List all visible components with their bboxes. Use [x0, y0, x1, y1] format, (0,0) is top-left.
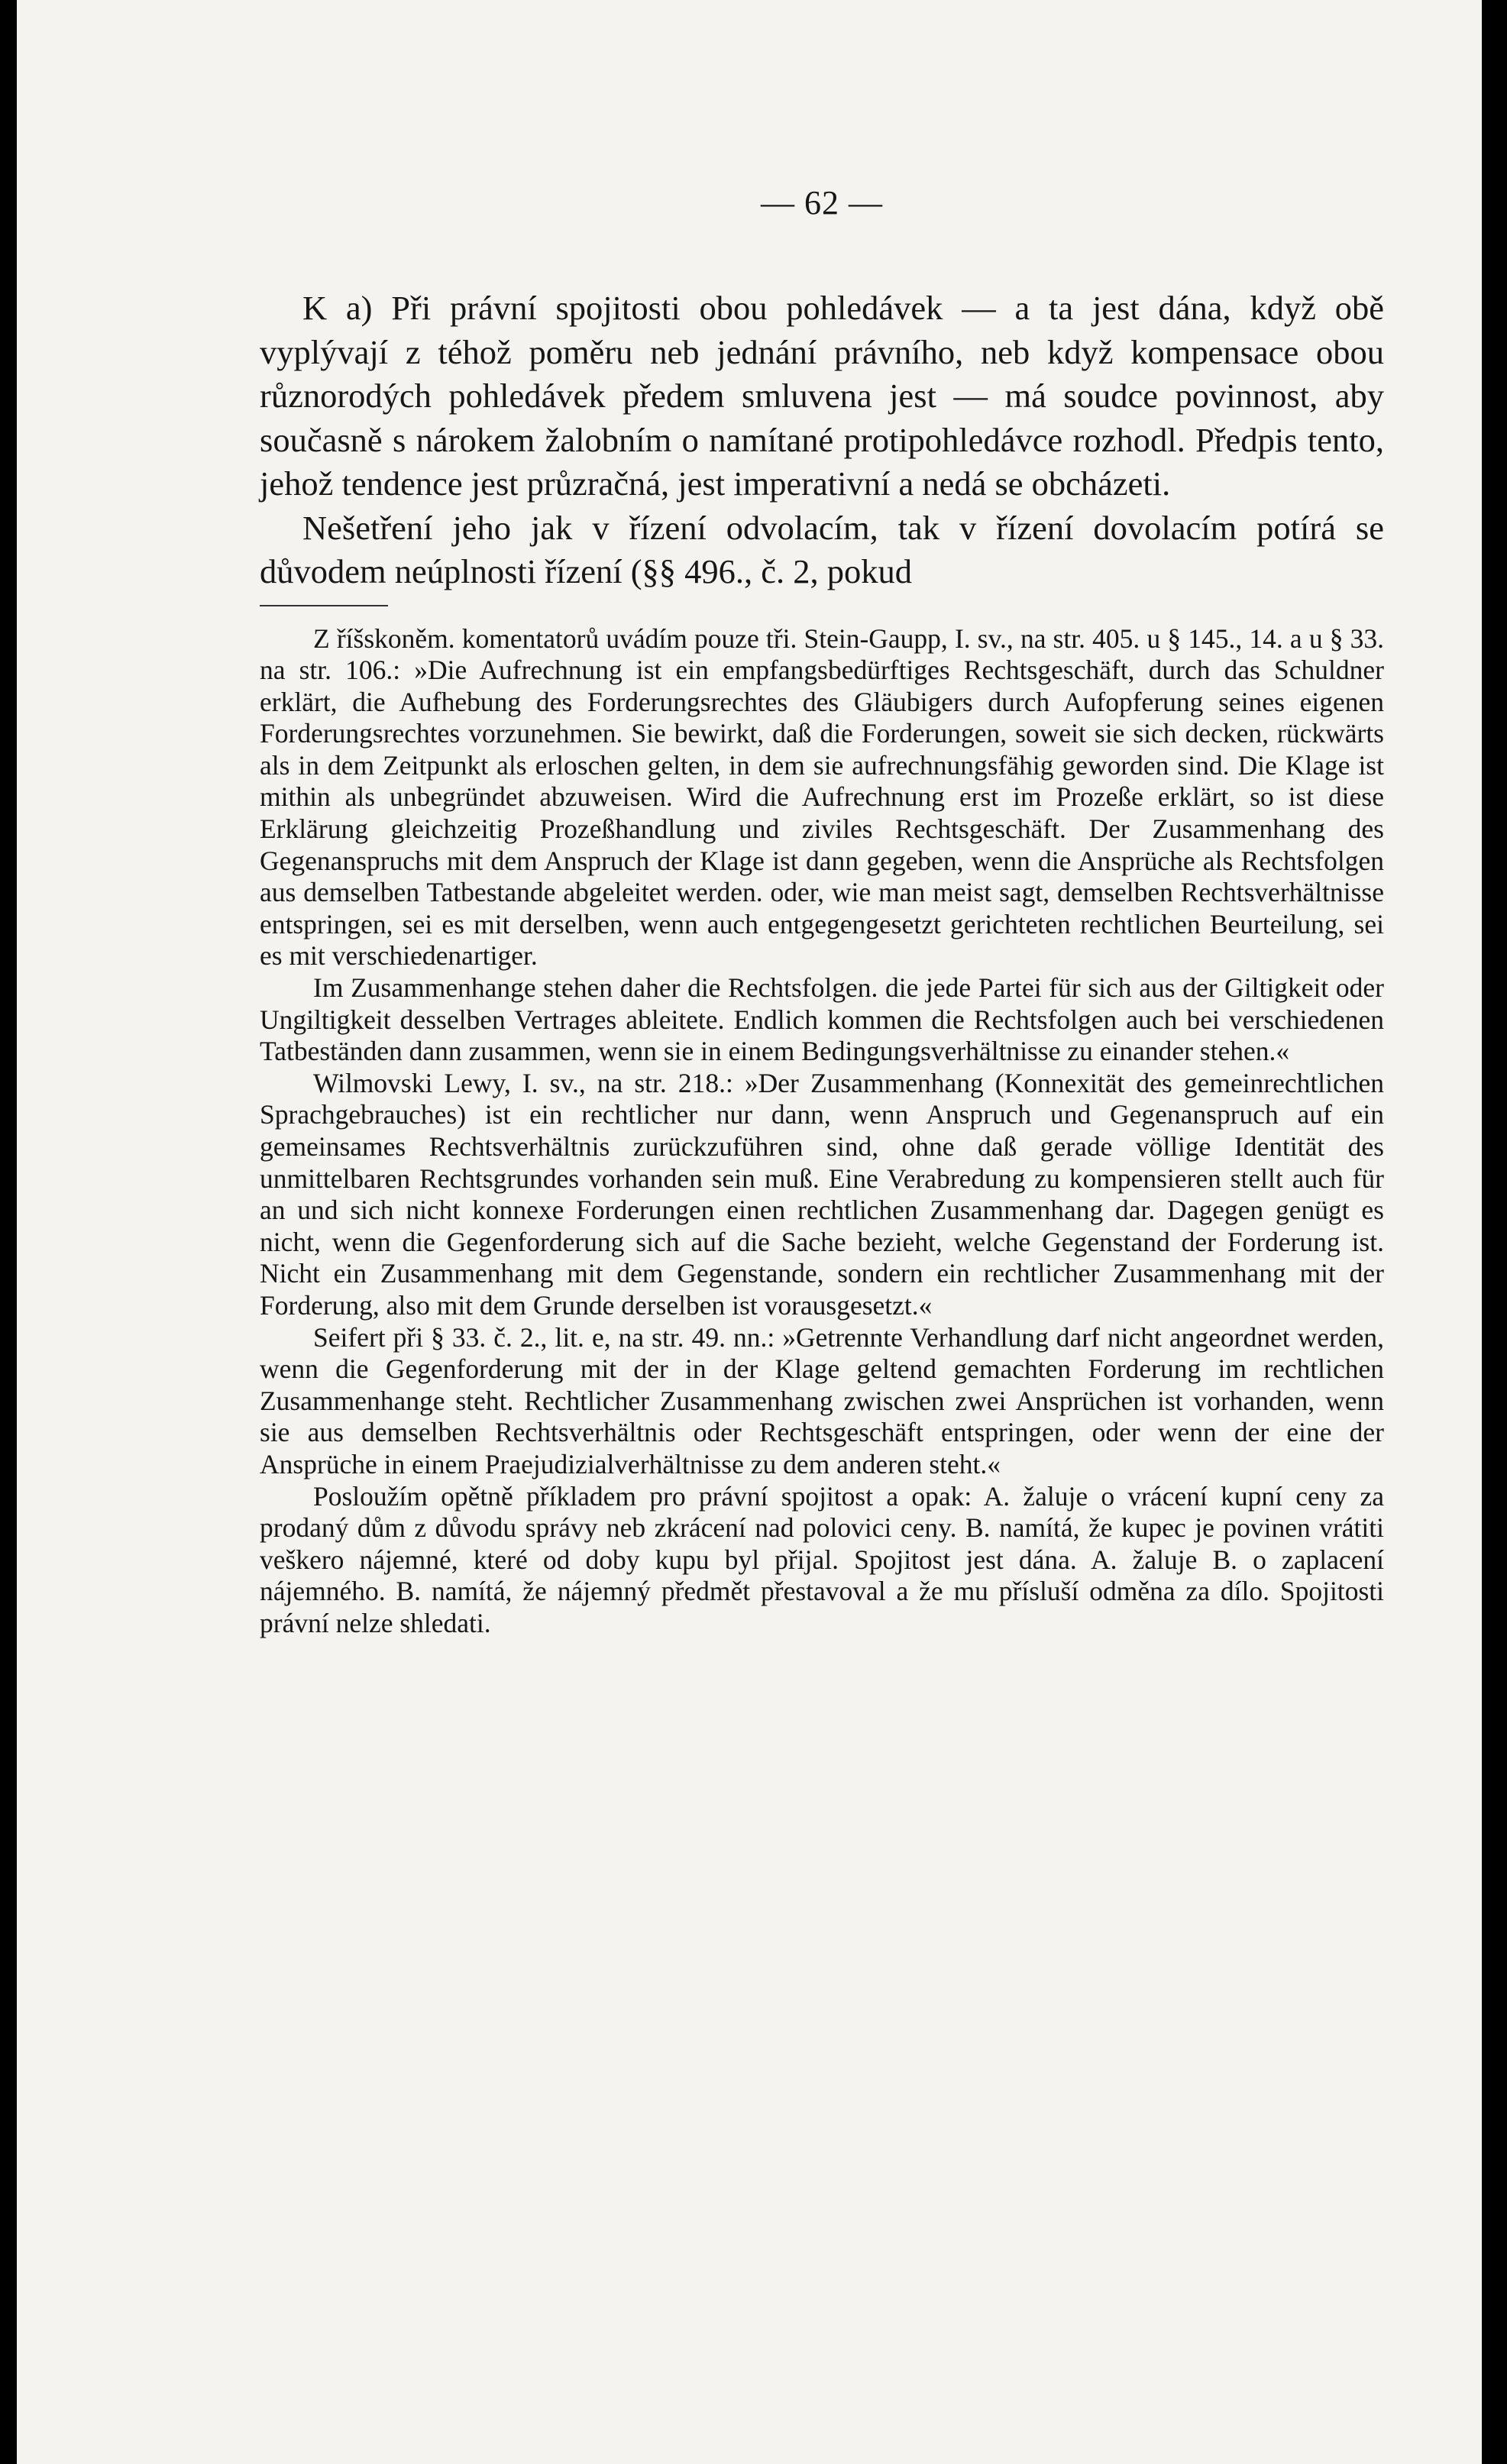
page-content — [260, 183, 1384, 1640]
footnotes — [260, 623, 1384, 1640]
main-paragraph-1: K a) Při právní spojitosti obou pohledávek — a ta jest dána, když obě vyplývají z téhož poměru neb jednání právního, neb když kompensace obou různorodých pohledávek předem smluvena jest — má soudce povinnost, aby současně s nárokem žalobním o namítané protipohledávce rozhodl. Předpis tento, jehož tendence jest průzračná, jest imperativní a nedá se obcházeti. — [260, 289, 1384, 503]
footnote-paragraph-1: Z říšskoněm. komentatorů uvádím pouze tři. Stein-Gaupp, I. sv., na str. 405. u § 145., 14. a u § 33. na str. 106.: »Die Aufrechnung ist ein empfangsbedürftiges Rechtsgeschäft, durch das Schuldner erklärt, die Aufhebung des Forderungsrechtes des Gläubigers durch Aufopferung seines eigenen Forderungsrechtes vorzunehmen. Sie bewirkt, daß die Forderungen, soweit sie sich decken, rückwärts als in dem Zeitpunkt als erloschen gelten, in dem sie aufrechnungsfähig geworden sind. Die Klage ist mithin als unbegründet abzuweisen. Wird die Aufrechnung erst im Prozeße erklärt, so ist diese Erklärung gleichzeitig Prozeßhandlung und ziviles Rechtsgeschäft. Der Zusammenhang des Gegenanspruchs mit dem Anspruch der Klage ist dann gegeben, wenn die Ansprüche als Rechtsfolgen aus demselben Tatbestande abgeleitet werden. oder, wie man meist sagt, demselben Rechtsverhältnisse entspringen, sei es mit derselben, wenn auch entgegengesetzt gerichteten rechtlichen Beurteilung, sei es mit verschiedenartiger. — [260, 622, 1384, 972]
main-text — [260, 286, 1384, 594]
footnote-divider — [260, 605, 388, 606]
main-paragraph-2: Nešetření jeho jak v řízení odvolacím, tak v řízení dovolacím potírá se důvodem neúplnosti řízení (§§ 496., č. 2, pokud — [260, 508, 1384, 590]
footnote-paragraph-4: Seifert při § 33. č. 2., lit. e, na str. 49. nn.: »Getrennte Verhandlung darf nicht angeordnet werden, wenn die Gegenforderung mit der in der Klage geltend gemachten Forderung im rechtlichen Zusammenhange steht. Rechtlicher Zusammenhang zwischen zwei Ansprüchen ist vorhanden, wenn sie aus demselben Rechtsverhältnis oder Rechtsgeschäft entspringen, oder wenn der eine der Ansprüche in einem Praejudizialverhältnisse zu dem anderen steht.« — [260, 1321, 1384, 1479]
footnote-paragraph-2: Im Zusammenhange stehen daher die Rechtsfolgen. die jede Partei für sich aus der Giltigkeit oder Ungiltigkeit desselben Vertrages ableitete. Endlich kommen die Rechtsfolgen auch bei verschiedenen Tatbeständen dann zusammen, wenn sie in einem Bedingungsverhältnisse zu einander stehen.« — [260, 972, 1384, 1067]
footnote-paragraph-3: Wilmovski Lewy, I. sv., na str. 218.: »Der Zusammenhang (Konnexität des gemeinrechtlichen Sprachgebrauches) ist ein rechtlicher nur dann, wenn Anspruch und Gegenanspruch auf ein gemeinsames Rechtsverhältnis zurückzuführen sind, ohne daß gerade völlige Identität des unmittelbaren Rechtsgrundes vorhanden sein muß. Eine Verabredung zu kompensieren stellt auch für an und sich nicht konnexe Forderungen einen rechtlichen Zusammenhang dar. Dagegen genügt es nicht, wenn die Gegenforderung sich auf die Sache bezieht, welche Gegenstand der Forderung ist. Nicht ein Zusammenhang mit dem Gegenstande, sondern ein rechtlicher Zusammenhang mit der Forderung, also mit dem Grunde derselben ist vorausgesetzt.« — [260, 1067, 1384, 1321]
scanned-page — [17, 0, 1482, 2464]
footnote-paragraph-5: Posloužím opětně příkladem pro právní spojitost a opak: A. žaluje o vrácení kupní ceny za prodaný dům z důvodu správy neb zkrácení nad polovici ceny. B. namítá, že kupec je povinen vrátiti veškero nájemné, které od doby kupu byl přijal. Spojitost jest dána. A. žaluje B. o zaplacení nájemného. B. namítá, že nájemný předmět přestavoval a že mu přísluší odměna za dílo. Spojitosti právní nelze shledati. — [260, 1480, 1384, 1638]
page-number: — 62 — — [761, 184, 883, 222]
